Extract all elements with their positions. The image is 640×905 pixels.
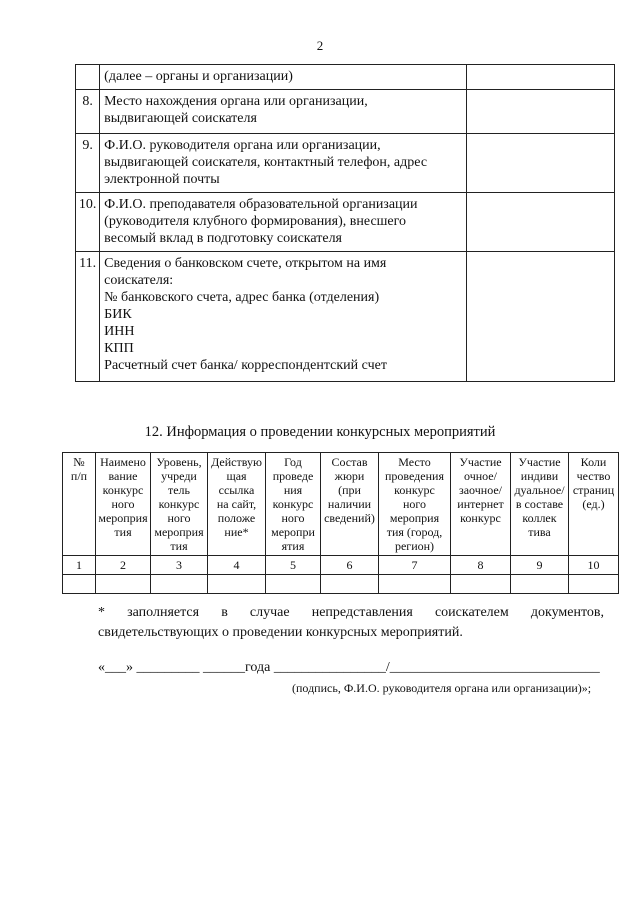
row-label-line: весомый вклад в подготовку соискателя (104, 231, 343, 246)
row-label-line: Расчетный счет банка/ корреспондентский счет (104, 358, 387, 373)
row-value-cell (466, 90, 614, 134)
empty-cell (63, 575, 96, 594)
row-number: 8. (76, 90, 100, 134)
column-header-line: ного (281, 511, 305, 525)
column-header (511, 453, 569, 556)
column-header (266, 453, 321, 556)
applicant-info-table (75, 64, 615, 382)
empty-cell (208, 575, 266, 594)
column-header-line: на сайт, (216, 497, 257, 511)
column-header-line: п/п (70, 469, 88, 483)
column-header-line: Уровень, (156, 455, 202, 469)
column-number: 8 (451, 556, 511, 575)
column-header-line: учреди (161, 469, 197, 483)
events-table (62, 452, 619, 594)
column-header (379, 453, 451, 556)
column-header-line: мероприя (98, 511, 148, 525)
info-row (76, 90, 615, 134)
row-label-line: БИК (104, 307, 132, 322)
column-header-line: конкурс (460, 511, 501, 525)
footnote-line-1: * заполняется в случае непредставления соискателем документов, (98, 605, 604, 620)
empty-cell (451, 575, 511, 594)
empty-cell (379, 575, 451, 594)
footnote-line-2: свидетельствующих о проведении конкурсных мероприятий. (98, 625, 463, 640)
row-number: 9. (76, 134, 100, 193)
row-number: 10. (76, 193, 100, 252)
row-value-cell (466, 252, 614, 382)
empty-cell (511, 575, 569, 594)
info-row (76, 134, 615, 193)
column-header-line: очное/ (464, 469, 497, 483)
column-header (321, 453, 379, 556)
signature-line: «___» _________ ______года ________________/______________________________ (98, 660, 600, 675)
column-header-line: Коли (580, 455, 607, 469)
row-number (76, 65, 100, 90)
info-row (76, 193, 615, 252)
column-header (151, 453, 208, 556)
column-header-line: коллек (522, 511, 557, 525)
row-label-line: (далее – органы и организации) (104, 69, 293, 84)
row-label (100, 252, 467, 382)
row-label (100, 134, 467, 193)
column-header-line: дуальное/ (514, 483, 565, 497)
info-row (76, 252, 615, 382)
column-header-line: конкурс (102, 483, 144, 497)
column-header-line: наличии (327, 497, 372, 511)
column-number: 6 (321, 556, 379, 575)
column-header-line: проведе (272, 469, 314, 483)
column-header (451, 453, 511, 556)
column-header-line: тия (город, (386, 525, 443, 539)
column-number: 5 (266, 556, 321, 575)
column-header-line: Участие (459, 455, 502, 469)
column-header-line: Участие (518, 455, 561, 469)
column-number: 10 (569, 556, 619, 575)
column-header-line: тива (528, 525, 551, 539)
column-header-line: положе (217, 511, 256, 525)
column-header-line: конкурс (394, 483, 435, 497)
column-header-line: Место (398, 455, 431, 469)
section-title: 12. Информация о проведении конкурсных мероприятий (144, 424, 496, 440)
row-label (100, 90, 467, 134)
column-header-line: ного (167, 511, 191, 525)
column-header-line: ния (283, 483, 303, 497)
column-header-line: Год (284, 455, 302, 469)
empty-cell (266, 575, 321, 594)
column-header (208, 453, 266, 556)
empty-cell (96, 575, 151, 594)
row-label-line: № банковского счета, адрес банка (отделения) (104, 290, 380, 305)
column-header-line: страниц (572, 483, 615, 497)
row-label-line: электронной почты (104, 172, 220, 187)
column-header-line: ного (402, 497, 427, 511)
column-header-line: тель (167, 483, 191, 497)
column-header-line: ние* (224, 525, 249, 539)
column-header-line: № (73, 455, 85, 469)
info-row (76, 65, 615, 90)
column-header-line: ссылка (218, 483, 255, 497)
row-label-line: выдвигающей соискателя (104, 111, 257, 126)
column-number: 7 (379, 556, 451, 575)
row-value-cell (466, 65, 614, 90)
column-header-line: ятия (281, 539, 305, 553)
signature-caption: (подпись, Ф.И.О. руководителя органа или организации)»; (292, 681, 592, 695)
row-label (100, 65, 467, 90)
column-header-line: сведений) (324, 511, 375, 525)
column-header (96, 453, 151, 556)
row-label-line: Ф.И.О. руководителя органа или организации, (104, 138, 381, 153)
row-label-line: КПП (104, 341, 134, 356)
column-header-line: ного (111, 497, 135, 511)
column-header-line: Наимено (100, 455, 146, 469)
row-label (100, 193, 467, 252)
column-header-line: регион) (394, 539, 435, 553)
row-value-cell (466, 134, 614, 193)
empty-cell (321, 575, 379, 594)
column-number: 9 (511, 556, 569, 575)
column-header-line: мероприя (389, 511, 440, 525)
column-number: 1 (63, 556, 96, 575)
column-header-line: щая (226, 469, 247, 483)
column-header-line: (при (338, 483, 361, 497)
footnote (98, 603, 604, 643)
row-value-cell (466, 193, 614, 252)
column-header-line: интернет (457, 497, 504, 511)
column-header-line: заочное/ (458, 483, 503, 497)
column-header-line: вание (108, 469, 138, 483)
column-header (569, 453, 619, 556)
column-number: 4 (208, 556, 266, 575)
column-header-line: тия (114, 525, 132, 539)
column-header-line: чество (576, 469, 611, 483)
empty-cell (151, 575, 208, 594)
empty-cell (569, 575, 619, 594)
column-header-line: конкурс (158, 497, 200, 511)
page-number: 2 (316, 38, 324, 53)
column-header-line: тия (170, 539, 188, 553)
column-header-line: в составе (515, 497, 564, 511)
column-number: 2 (96, 556, 151, 575)
row-label-line: Сведения о банковском счете, открытом на имя (104, 256, 387, 271)
row-label-line: соискателя: (104, 273, 174, 288)
row-label-line: выдвигающей соискателя, контактный телефон, адрес (104, 155, 428, 170)
row-label-line: ИНН (104, 324, 135, 339)
column-header-line: конкурс (272, 497, 314, 511)
column-header-line: Состав (331, 455, 368, 469)
column-header-line: проведения (385, 469, 444, 483)
column-header-line: жюри (334, 469, 365, 483)
column-header-line: мероприя (154, 525, 204, 539)
column-header-line: индиви (520, 469, 559, 483)
row-number: 11. (76, 252, 100, 382)
column-header-line: (ед.) (582, 497, 605, 511)
column-header (63, 453, 96, 556)
column-header-line: меропри (271, 525, 315, 539)
column-header-line: Действую (211, 455, 262, 469)
row-label-line: Место нахождения органа или организации, (104, 94, 368, 109)
row-label-line: (руководителя клубного формирования), внесшего (104, 214, 407, 229)
column-number: 3 (151, 556, 208, 575)
row-label-line: Ф.И.О. преподавателя образовательной организации (104, 197, 418, 212)
